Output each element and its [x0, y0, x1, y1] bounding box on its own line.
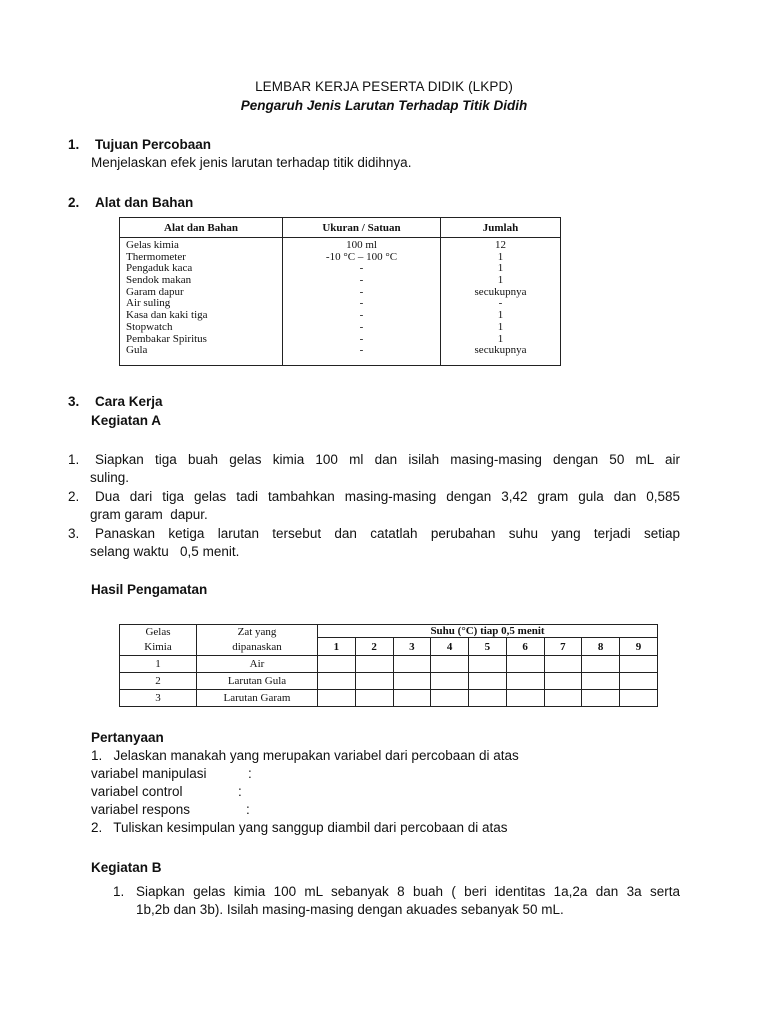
empty-cell[interactable]	[469, 656, 507, 673]
kegiatan-b-heading: Kegiatan B	[91, 860, 162, 875]
step-text-line: Panaskan ketiga larutan tersebut dan catatlah perubahan suhu yang terjadi setiap	[95, 526, 680, 541]
alat-cell: 1	[497, 309, 504, 322]
empty-cell[interactable]	[393, 690, 431, 707]
step-text-line: gram garam dapur.	[90, 507, 208, 522]
kegiatan-b-step-line: Siapkan gelas kimia 100 mL sebanyak 8 buah ( beri identitas 1a,2a dan 3a serta	[136, 884, 680, 899]
empty-cell[interactable]	[318, 690, 356, 707]
question-1: 1. Jelaskan manakah yang merupakan variabel dari percobaan di atas	[91, 748, 519, 763]
empty-cell[interactable]	[355, 690, 393, 707]
empty-cell[interactable]	[544, 673, 582, 690]
alat-cell: Thermometer	[126, 250, 186, 263]
step-a-2	[68, 488, 680, 524]
interval-header: 7	[544, 638, 582, 656]
empty-cell[interactable]	[620, 690, 658, 707]
alat-cell: -	[359, 297, 364, 310]
header-line: Zat yang	[237, 626, 277, 638]
empty-cell[interactable]	[620, 656, 658, 673]
interval-header: 8	[582, 638, 620, 656]
interval-header: 1	[318, 638, 356, 656]
step-text-line: selang waktu 0,5 menit.	[90, 544, 240, 559]
interval-header: 4	[431, 638, 469, 656]
table-row	[120, 690, 658, 707]
interval-header: 9	[620, 638, 658, 656]
section-3-number: 3.	[68, 394, 80, 409]
step-text-line: suling.	[90, 470, 130, 485]
alat-cell: -10 °C – 100 °C	[325, 250, 398, 263]
alat-cell: 12	[495, 239, 506, 251]
alat-cell: Stopwatch	[126, 320, 173, 333]
zat-name: Larutan Garam	[197, 690, 318, 707]
header-line: Gelas	[145, 626, 171, 638]
alat-cell: secukupnya	[474, 344, 527, 357]
page-title: LEMBAR KERJA PESERTA DIDIK (LKPD)	[255, 79, 513, 94]
interval-header: 5	[469, 638, 507, 656]
variable-control-label: variabel control	[91, 784, 183, 799]
section-1-heading	[68, 137, 211, 152]
alat-qty-column	[441, 238, 561, 366]
alat-cell: 1	[497, 274, 504, 287]
alat-name-column	[120, 238, 283, 366]
alat-cell: -	[359, 274, 364, 287]
kegiatan-b-step-number: 1.	[113, 884, 125, 899]
alat-cell: Sendok makan	[126, 274, 192, 287]
variable-respons-label: variabel respons	[91, 802, 191, 817]
table-row	[120, 673, 658, 690]
alat-cell: 1	[497, 250, 504, 263]
alat-header-unit: Ukuran / Satuan	[283, 218, 441, 238]
empty-cell[interactable]	[469, 690, 507, 707]
empty-cell[interactable]	[620, 673, 658, 690]
alat-cell: Gula	[126, 344, 148, 357]
section-2-title: Alat dan Bahan	[95, 195, 194, 210]
empty-cell[interactable]	[544, 690, 582, 707]
empty-cell[interactable]	[469, 673, 507, 690]
interval-header: 3	[393, 638, 431, 656]
alat-table-body-row	[120, 238, 561, 366]
alat-cell: Pembakar Spiritus	[126, 332, 207, 345]
colon: :	[248, 766, 252, 781]
gelas-number: 1	[120, 656, 197, 673]
section-1-number: 1.	[68, 137, 80, 152]
gelas-number: 3	[120, 690, 197, 707]
empty-cell[interactable]	[431, 690, 469, 707]
empty-cell[interactable]	[431, 673, 469, 690]
zat-name: Air	[197, 656, 318, 673]
zat-header	[197, 625, 318, 656]
alat-cell: 1	[497, 262, 504, 275]
empty-cell[interactable]	[506, 690, 544, 707]
step-text-line: Siapkan tiga buah gelas kimia 100 ml dan isilah masing-masing dengan 50 mL air	[95, 452, 680, 467]
interval-header: 6	[506, 638, 544, 656]
empty-cell[interactable]	[506, 673, 544, 690]
variable-manipulasi-label: variabel manipulasi	[91, 766, 207, 781]
header-line: Kimia	[144, 641, 172, 653]
alat-cell: -	[359, 262, 364, 275]
hasil-pengamatan-table	[119, 624, 658, 707]
section-3-title: Cara Kerja	[95, 394, 163, 409]
page-subtitle: Pengaruh Jenis Larutan Terhadap Titik Didih	[240, 98, 528, 113]
step-text-line: Dua dari tiga gelas tadi tambahkan masing-masing dengan 3,42 gram gula dan 0,585	[95, 489, 680, 504]
alat-cell: -	[359, 332, 364, 345]
empty-cell[interactable]	[355, 673, 393, 690]
section-2-number: 2.	[68, 195, 80, 210]
empty-cell[interactable]	[393, 673, 431, 690]
alat-cell: Air suling	[126, 297, 171, 310]
alat-cell: -	[359, 320, 364, 333]
step-a-1	[68, 451, 680, 487]
hasil-header-row	[120, 625, 658, 638]
section-2-heading	[68, 195, 193, 210]
step-a-3	[68, 525, 680, 561]
alat-cell: Kasa dan kaki tiga	[126, 309, 208, 322]
header-line: dipanaskan	[232, 641, 282, 653]
alat-cell: Garam dapur	[126, 285, 184, 298]
colon: :	[246, 802, 250, 817]
alat-cell: -	[359, 344, 364, 357]
alat-cell: -	[498, 297, 503, 310]
alat-cell: secukupnya	[474, 285, 527, 298]
empty-cell[interactable]	[582, 690, 620, 707]
interval-header: 2	[355, 638, 393, 656]
step-number: 1.	[68, 452, 80, 467]
alat-cell: 1	[497, 320, 504, 333]
alat-cell: Gelas kimia	[126, 239, 179, 251]
pertanyaan-heading: Pertanyaan	[91, 730, 164, 745]
section-1-title: Tujuan Percobaan	[95, 137, 212, 152]
alat-bahan-table	[119, 217, 561, 366]
alat-cell: Pengaduk kaca	[126, 262, 193, 275]
zat-name: Larutan Gula	[197, 673, 318, 690]
hasil-heading: Hasil Pengamatan	[91, 582, 208, 597]
empty-cell[interactable]	[431, 656, 469, 673]
section-3-heading	[68, 394, 163, 409]
alat-header-qty: Jumlah	[441, 218, 561, 238]
gelas-kimia-header	[120, 625, 197, 656]
alat-cell: -	[359, 309, 364, 322]
step-number: 2.	[68, 489, 80, 504]
gelas-number: 2	[120, 673, 197, 690]
kegiatan-b-step-line: 1b,2b dan 3b). Isilah masing-masing dengan akuades sebanyak 50 mL.	[136, 902, 564, 917]
empty-cell[interactable]	[544, 656, 582, 673]
suhu-header: Suhu (°C) tiap 0,5 menit	[318, 625, 658, 638]
alat-header-name: Alat dan Bahan	[120, 218, 283, 238]
question-2: 2. Tuliskan kesimpulan yang sanggup diambil dari percobaan di atas	[91, 820, 508, 835]
section-1-text: Menjelaskan efek jenis larutan terhadap titik didihnya.	[91, 155, 412, 170]
alat-table-header-row	[120, 218, 561, 238]
alat-cell: -	[359, 285, 364, 298]
alat-unit-column	[283, 238, 441, 366]
alat-cell: 100 ml	[346, 239, 377, 251]
table-row	[120, 656, 658, 673]
step-number: 3.	[68, 526, 80, 541]
empty-cell[interactable]	[318, 656, 356, 673]
empty-cell[interactable]	[393, 656, 431, 673]
empty-cell[interactable]	[355, 656, 393, 673]
empty-cell[interactable]	[582, 656, 620, 673]
colon: :	[238, 784, 242, 799]
empty-cell[interactable]	[318, 673, 356, 690]
kegiatan-a-heading: Kegiatan A	[91, 413, 162, 428]
empty-cell[interactable]	[506, 656, 544, 673]
alat-cell: 1	[497, 332, 504, 345]
empty-cell[interactable]	[582, 673, 620, 690]
